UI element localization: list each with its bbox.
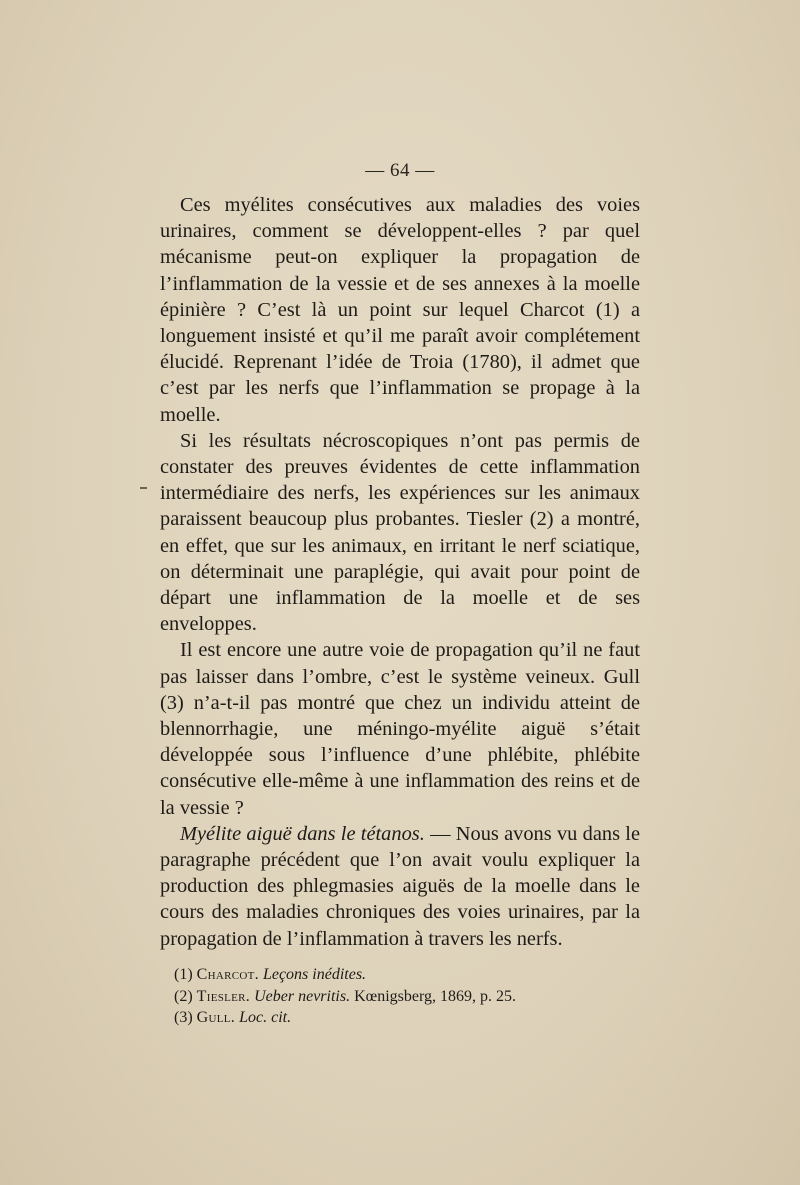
paragraph-1: Ces myélites consécutives aux maladies des voies urinaires, comment se développent-elles ? par quel mécanisme peut-on expliquer la propagation de l’inflammation de la vessie et de ses annexes à la moelle épinière ? C’est là un point sur lequel Charcot (1) a longuement insisté et qu’il me paraît avoir complétement élucidé. Reprenant l’idée de Troia (1780), il admet que c’est par les nerfs que l’inflammation se propage à la moelle. xyxy=(160,194,640,426)
footnote-rest: Kœnigsberg, 1869, p. 25. xyxy=(350,987,517,1005)
footnote-1 xyxy=(174,964,634,986)
footnote-2 xyxy=(174,986,634,1008)
paragraph-3: Il est encore une autre voie de propagation qu’il ne faut pas laisser dans l’ombre, c’est le système veineux. Gull (3) n’a-t-il pas montré que chez un individu atteint de blennorrhagie, une méningo-myélite aiguë s’était développée sous l’influence d’une phlébite, phlébite consécutive elle-même à une inflammation des reins et de la vessie ? xyxy=(160,639,640,819)
footnotes xyxy=(174,964,634,1029)
footnote-title: Leçons inédites. xyxy=(262,966,367,983)
paragraph-2: Si les résultats nécroscopiques n’ont pas permis de constater des preuves évidentes de cette inflammation intermédiaire des nerfs, les expériences sur les animaux paraissent beaucoup plus probantes. Tiesler (2) a montré, en effet, que sur les animaux, en irritant le nerf sciatique, on déterminait une paraplégie, qui avait pour point de départ une inflammation de la moelle et de ses enveloppes. xyxy=(160,429,640,636)
paragraph-4-text: — Nous avons vu dans le paragraphe précédent que l’on avait voulu expliquer la production des phlegmasies aiguës de la moelle dans le cours des maladies chroniques des voies urinaires, par la propagation de l’inflammation à travers les nerfs. xyxy=(160,822,641,950)
footnote-title: Ueber nevritis. xyxy=(254,987,351,1005)
footnote-author: Charcot. xyxy=(196,966,259,983)
paragraph-4 xyxy=(160,821,640,952)
footnote-marker: (3) xyxy=(174,1009,193,1026)
footnote-marker: (2) xyxy=(174,987,193,1005)
footnote-3 xyxy=(174,1007,634,1029)
footnote-author: Tiesler. xyxy=(196,987,251,1005)
page-number: — 64 — xyxy=(365,160,435,181)
footnote-author: Gull. xyxy=(196,1009,236,1026)
body-text xyxy=(160,192,640,952)
margin-mark xyxy=(140,487,147,489)
section-heading: Myélite aiguë dans le tétanos. xyxy=(180,822,425,845)
footnote-marker: (1) xyxy=(174,966,193,983)
footnote-title: Loc. cit. xyxy=(239,1009,292,1026)
